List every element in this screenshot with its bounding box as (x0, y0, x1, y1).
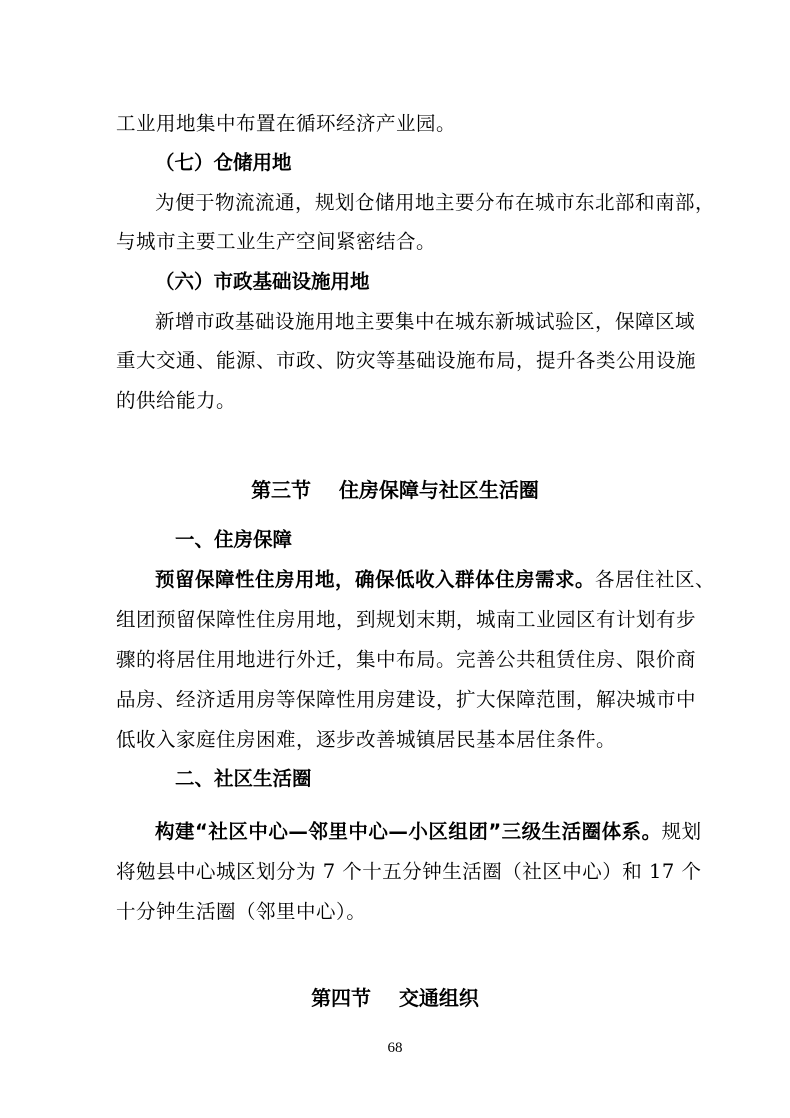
paragraph-line: 骤的将居住用地进行外迁，集中布局。完善公共租赁住房、限价商 (116, 648, 697, 671)
paragraph-line: 组团预留保障性住房用地，到规划末期，城南工业园区有计划有步 (116, 608, 697, 631)
subheading-storage: （七）仓储用地 (155, 151, 292, 174)
paragraph-line: 低收入家庭住房困难，逐步改善城镇居民基本居住条件。 (116, 728, 617, 751)
paragraph-line: 新增市政基础设施用地主要集中在城东新城试验区，保障区域 (155, 310, 696, 333)
subheading-municipal: （六）市政基础设施用地 (155, 270, 370, 293)
paragraph-text: 各居住社区、 (595, 568, 716, 591)
page-number: 68 (387, 1040, 403, 1056)
bold-lead-housing: 预留保障性住房用地，确保低收入群体住房需求。 (155, 568, 596, 591)
bold-lead-community: 构建“社区中心—邻里中心—小区组团”三级生活圈体系。 (155, 820, 662, 843)
paragraph-line: 将勉县中心城区划分为 7 个十五分钟生活圈（社区中心）和 17 个 (116, 860, 702, 883)
paragraph-line: 十分钟生活圈（邻里中心）。 (116, 900, 367, 923)
paragraph-line: 为便于物流流通，规划仓储用地主要分布在城市东北部和南部， (155, 191, 716, 214)
paragraph-line: 工业用地集中布置在循环经济产业园。 (116, 112, 457, 135)
paragraph-line (155, 820, 702, 844)
paragraph-line: 重大交通、能源、市政、防灾等基础设施布局，提升各类公用设施 (116, 349, 697, 372)
section-title-3: 第三节 住房保障与社区生活圈 (251, 478, 539, 502)
paragraph-line: 品房、经济适用房等保障性用房建设，扩大保障范围，解决城市中 (116, 688, 697, 711)
paragraph-line: 与城市主要工业生产空间紧密结合。 (116, 230, 437, 253)
paragraph-text: 规划 (661, 820, 702, 843)
paragraph-line (155, 568, 716, 592)
subheading-housing: 一、住房保障 (175, 528, 293, 551)
subheading-community: 二、社区生活圈 (175, 767, 312, 790)
paragraph-line: 的供给能力。 (116, 389, 237, 412)
section-title-4: 第四节 交通组织 (311, 986, 479, 1010)
